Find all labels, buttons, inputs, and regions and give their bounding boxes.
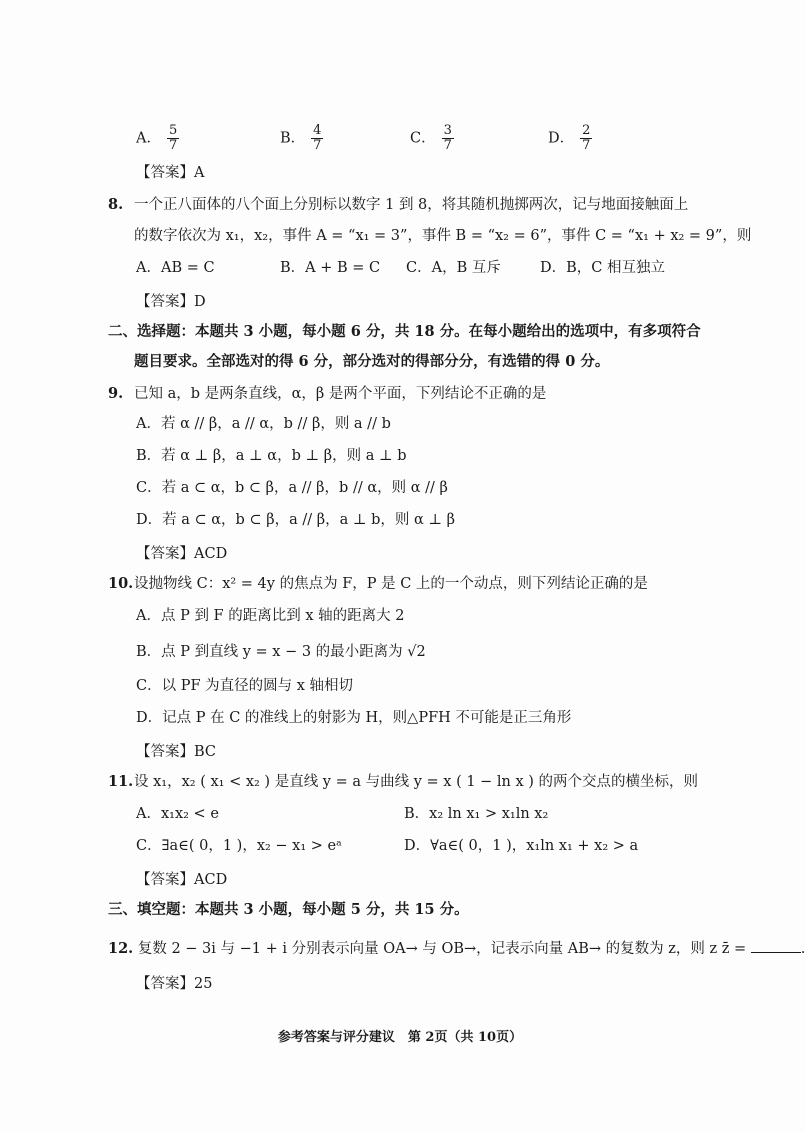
numerator: 3 [443, 123, 452, 138]
q11-option-a: A．x₁x₂ < e [136, 806, 219, 822]
q10-option-d: D．记点 P 在 C 的准线上的射影为 H，则△PFH 不可能是正三角形 [136, 710, 572, 726]
q9-answer: 【答案】ACD [136, 546, 228, 562]
q7-option-a [136, 124, 179, 153]
q11-stem: 设 x₁，x₂ ( x₁ < x₂ ) 是直线 y = a 与曲线 y = x ( 1 − ln x ) 的两个交点的横坐标，则 [134, 774, 699, 790]
denominator: 7 [313, 138, 322, 153]
q10-stem: 设抛物线 C：x² = 4y 的焦点为 F，P 是 C 上的一个动点，则下列结论正确的是 [134, 576, 648, 592]
q8-option-c: C．A，B 互斥 [406, 260, 501, 276]
q10-option-a: A．点 P 到 F 的距离比到 x 轴的距离大 2 [136, 608, 405, 624]
numerator: 2 [582, 123, 591, 138]
q9-option-d: D．若 a ⊂ α，b ⊂ β，a // β，a ⊥ b，则 α ⊥ β [136, 512, 456, 528]
q10-number: 10. [108, 575, 134, 592]
q11-option-b: B．x₂ ln x₁ > x₁ln x₂ [404, 806, 549, 822]
option-letter: D． [548, 130, 575, 147]
q8-answer: 【答案】D [136, 294, 206, 310]
q11-number: 11. [108, 773, 134, 790]
q8-option-b: B．A + B = C [280, 260, 381, 276]
section2-heading-line1: 二、选择题：本题共 3 小题，每小题 6 分，共 18 分。在每小题给出的选项中，有多项符合 [108, 323, 701, 340]
section2-heading-line2: 题目要求。全部选对的得 6 分，部分选对的得部分分，有选错的得 0 分。 [134, 353, 610, 370]
q8-number: 8. [108, 196, 124, 213]
q8-option-a: A．AB = C [136, 260, 215, 276]
q11-option-d: D．∀a∈( 0，1 )，x₁ln x₁ + x₂ > a [404, 838, 639, 854]
fraction [580, 124, 592, 153]
q8-option-d: D．B，C 相互独立 [540, 260, 665, 276]
q7-option-b [280, 124, 323, 153]
q12-stem: 复数 2 − 3i 与 −1 + i 分别表示向量 OA→ 与 OB→，记表示向量 AB→ 的复数为 z，则 z z̄ = [137, 941, 747, 957]
q12-line [108, 938, 805, 959]
q10-option-b: B．点 P 到直线 y = x − 3 的最小距离为 √2 [136, 644, 426, 660]
q10-answer: 【答案】BC [136, 744, 217, 760]
q12-answer-blank [751, 938, 801, 953]
numerator: 4 [313, 123, 322, 138]
section3-heading: 三、填空题：本题共 3 小题，每小题 5 分，共 15 分。 [108, 901, 469, 918]
denominator: 7 [582, 138, 591, 153]
option-letter: A． [136, 130, 161, 147]
q8-stem-line1: 一个正八面体的八个面上分别标以数字 1 到 8，将其随机抛掷两次，记与地面接触面上 [134, 197, 689, 213]
page-footer: 参考答案与评分建议 第 2页（共 10页） [277, 1030, 523, 1045]
q9-stem: 已知 a，b 是两条直线，α，β 是两个平面，下列结论不正确的是 [134, 386, 547, 402]
q7-answer: 【答案】A [136, 165, 205, 181]
option-letter: C． [410, 130, 436, 147]
q11-answer: 【答案】ACD [136, 872, 228, 888]
q12-tail: . [800, 941, 805, 957]
fraction [167, 124, 179, 153]
q9-option-c: C．若 a ⊂ α，b ⊂ β，a // β，b // α，则 α // β [136, 480, 448, 496]
fraction [311, 124, 323, 153]
q11-option-c: C．∃a∈( 0，1 )，x₂ − x₁ > eᵃ [136, 838, 342, 854]
q9-option-a: A．若 α // β，a // α，b // β，则 a // b [136, 416, 391, 432]
q12-number: 12. [108, 940, 134, 957]
option-letter: B． [280, 130, 306, 147]
q7-option-d [548, 124, 592, 153]
q9-number: 9. [108, 385, 124, 402]
q9-option-b: B．若 α ⊥ β，a ⊥ α，b ⊥ β，则 a ⊥ b [136, 448, 407, 464]
q10-option-c: C．以 PF 为直径的圆与 x 轴相切 [136, 678, 354, 694]
denominator: 7 [443, 138, 452, 153]
q12-answer: 【答案】25 [136, 976, 213, 992]
fraction [442, 124, 454, 153]
q7-option-c [410, 124, 454, 153]
denominator: 7 [168, 138, 178, 153]
numerator: 5 [168, 123, 178, 138]
q8-stem-line2: 的数字依次为 x₁，x₂，事件 A = “x₁ = 3”，事件 B = “x₂ = 6”，事件 C = “x₁ + x₂ = 9”，则 [134, 228, 752, 244]
